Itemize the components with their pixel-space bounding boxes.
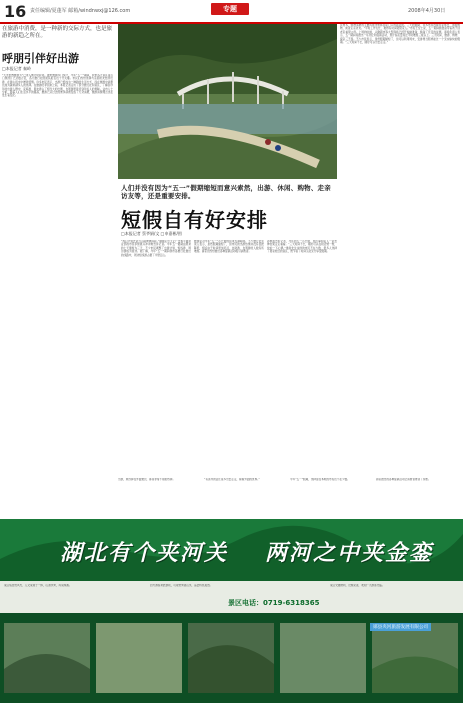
article-column-2: 旅游业对今年“五一”小长假的到来充满期待。不少旅行社负责人表示，虽然假期缩短了，但市民的出游热情并没有因此降低，相反由于时间更加灵活，自助游、自驾游的人数有所增加。商家也纷纷推出各种促销活动吸引消费者。: [194, 240, 264, 254]
left-byline: □本报记者 秦岭: [2, 66, 32, 71]
bottom-column-4: 商家推出的各种促销活动让消费者得到了实惠。: [376, 478, 431, 481]
ad-title-right: 两河之中夹金銮: [265, 541, 434, 566]
bottom-column-2: “有条件的话还是多出去走走，看看外面的世界。”: [204, 478, 260, 481]
scenic-photo: [118, 24, 337, 179]
bottom-column-3: 今年“五一”假期，选择留在本地的市民也不在少数。: [290, 478, 350, 481]
left-headline: 呼朋引伴好出游: [2, 52, 79, 65]
issue-date: 2008年4月30日: [408, 8, 446, 14]
ad-text-1: 景区集自然风光、人文景观于一体，山清水秀，风景如画。: [4, 584, 72, 587]
ad-title-left: 湖北有个夹河关: [60, 541, 229, 566]
page-number: 16: [4, 2, 27, 21]
article-column-1: “我们计划去武当山南神道探险。”刚刚走出天正广告和平路营业部的市民李智豪兴冲冲地告诉记者。今年五一假期由原来的七天缩短为三天，不少市民调整了出游计划，短线游、周边游成为首选。据了解，今年“五一”期间我市各旅行社推出的线路中，周边短线游占据了半壁江山。: [121, 240, 191, 257]
article-headline: 短假自有好安排: [121, 208, 268, 232]
article-subheadline: 人们并没有因为“五一”假期缩短而意兴索然，出游、休闲、购物、走亲访友等，还是重要安排。: [121, 184, 331, 200]
article-credits: □本报记者 蔡爷娟/文 □申嘉彬/图: [121, 231, 182, 236]
section-badge: 专题: [211, 3, 249, 15]
ad-info-band: [0, 581, 463, 613]
left-kicker: 在旅游中消费，是一种新的交际方式，也是旅游的新趋之所在。: [2, 26, 113, 39]
ad-text-2: 四方游客来此游玩，可观赏秀美山水，品尝特色美食。: [150, 584, 213, 587]
right-body-text: 民得多，购物消费的主要阵地也转移到家门口的商业街。三天的假期，许多市民选择在家休息、逛街购物，或者走亲访友。“平时工作太忙，难得有时间陪陪家人。”市民王女士说，五一期间她准备带着孩子回老家看望父母。上周的时候，兴隆超市等大型商场已经开始做准备，储备了充足的货源。商场负责人表示，五一期间将推出一系列让利促销活动，预计客流量将比平时增加三成以上。三天时间，旅游、购物、探亲三不误。不少市民表示，虽然假期缩短了，但可以利用周末，安排得当照样能过一个充实愉快的假期。“三天时间不长，刚好可以出去走走。”: [340, 24, 460, 45]
ad-footer-label: 郧县夹河旅游发展有限公司: [370, 623, 431, 631]
bottom-column-1: 出游，或选择在外面聚会，都是非常不错的选择。: [118, 478, 176, 481]
ad-text-3: 景区交通便利，设施完善，欢迎广大游客光临。: [330, 584, 385, 587]
left-body-text: “大丰世博旅游节”已进入倒计时阶段。据市旅游部门统计，今年“五一”期间，我市各大景区景点门票预订已达数万张，各大旅行社的团队报名也十分火爆。市民们纷纷选择与亲朋好友结伴出游，在游山玩水中增进感情。许多市民表示，出游已经成为一种新的生活方式，而在旅游中消费也成为越来越多人的选择。在旅游旺季到来之际，本报记者走访了部分旅行社和景区，了解到今年的出游人群中，家庭游、朋友游占了相当大的比例，自驾游更是受到年轻人的青睐。业内人士分析，随着人们生活水平的提高，旅游已从过去的奢侈消费变成了大众消费，旅游消费理念也在发生着变化。: [2, 74, 113, 98]
article-column-3: 孙教祖告诉记者，今年的五一小长假，他打算和家人一起去神农架走走看看。“三天时间不长，刚好可以在附近转一转，放松一下心情。”像孙先生这样的市民不在少数，很多人选择了离家较近的景区，既节省了时间又能充分享受假期。: [267, 240, 337, 254]
ad-hotline: 景区电话：0719-6318365: [228, 599, 320, 607]
editor-info: 责任编辑/夏蓬军 邮箱/windnwxj@126.com: [30, 8, 131, 14]
